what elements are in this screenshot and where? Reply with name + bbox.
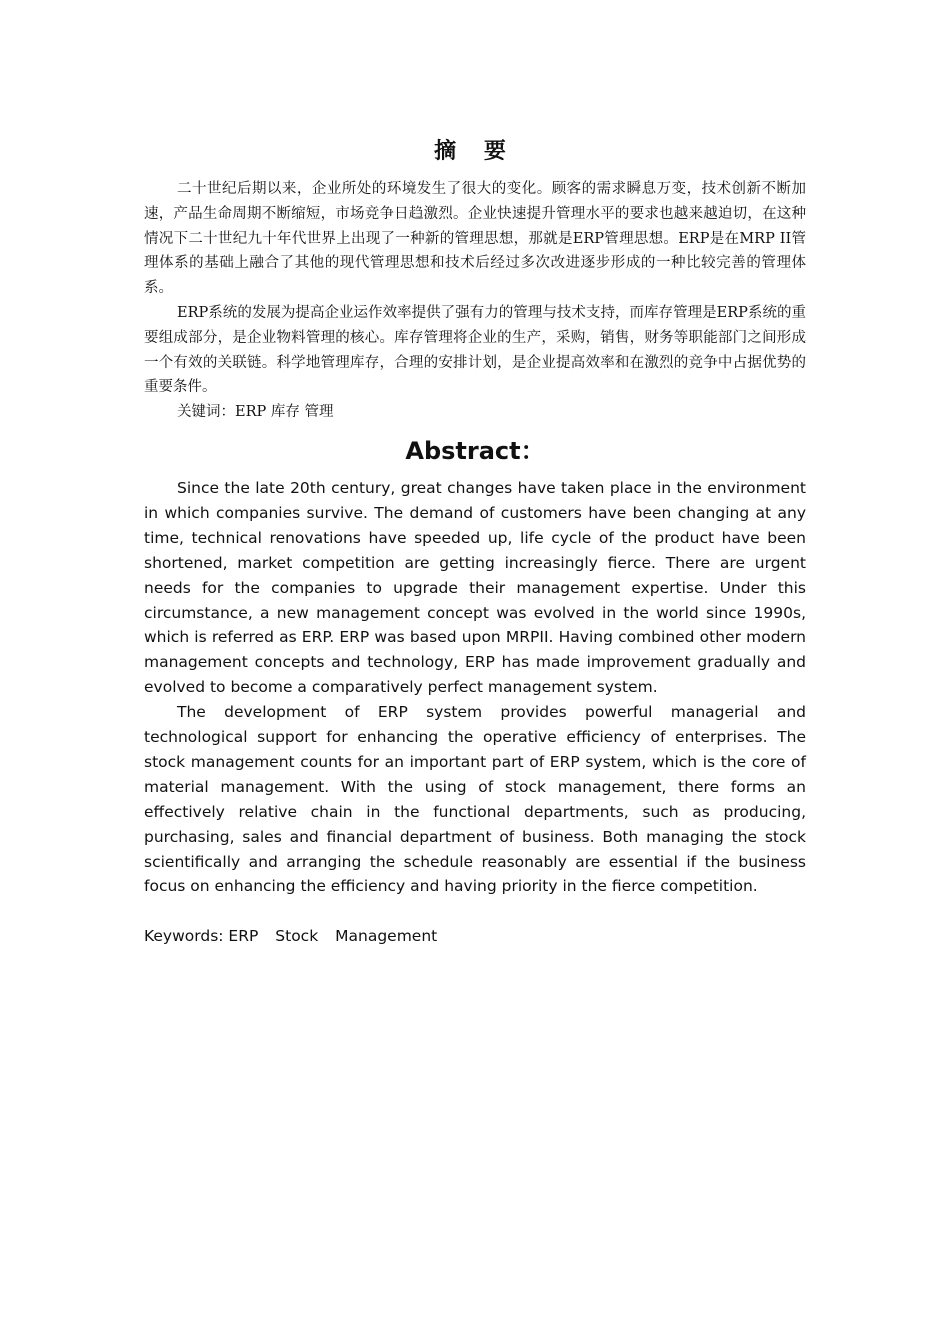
english-abstract-title: Abstract： [405, 436, 545, 465]
english-keyword-stock: Stock [275, 927, 319, 946]
document-page [144, 130, 806, 949]
chinese-abstract-title: 摘 要 [434, 139, 516, 164]
chinese-keywords: 关键词：ERP 库存 管理 [177, 404, 334, 421]
chinese-abstract-paragraph-2: ERP系统的发展为提高企业运作效率提供了强有力的管理与技术支持，而库存管理是ERP系统的重要组成部分，是企业物料管理的核心。库存管理将企业的生产，采购，销售，财务等职能部门之间形成一个有效的关联链。科学地管理库存，合理的安排计划，是企业提高效率和在激烈的竞争中占据优势的重要条件。 [144, 304, 806, 396]
english-abstract-paragraph-2: The development of ERP system provides powerful managerial and technological support for enhancing the operative efficiency of enterprises. The stock management counts for an important part of ERP system, which is the core of material management. With the using of stock management, there forms an effectively relative chain in the functional departments, such as producing, purchasing, sales and financial department of business. Both managing the stock scientifically and arranging the schedule reasonably are essential if the business focus on enhancing the efficiency and having priority in the fierce competition. [144, 703, 806, 896]
english-keyword-management: Management [335, 927, 438, 946]
english-abstract-paragraph-1: Since the late 20th century, great changes have taken place in the environment in which companies survive. The demand of customers have been changing at any time, technical renovations have speeded up, life cycle of the product have been shortened, market competition are getting increasingly fierce. There are urgent needs for the companies to upgrade their management expertise. Under this circumstance, a new management concept was evolved in the world since 1990s, which is referred as ERP. ERP was based upon MRPII. Having combined other modern management concepts and technology, ERP has made improvement gradually and evolved to become a comparatively perfect management system. [144, 478, 806, 697]
chinese-abstract-paragraph-1: 二十世纪后期以来，企业所处的环境发生了很大的变化。顾客的需求瞬息万变，技术创新不断加速，产品生命周期不断缩短，市场竞争日趋激烈。企业快速提升管理水平的要求也越来越迫切，在这种情况下二十世纪九十年代世界上出现了一种新的管理思想，那就是ERP管理思想。ERP是在MRP II管理体系的基础上融合了其他的现代管理思想和技术后经过多次改进逐步形成的一种比较完善的管理体系。 [144, 181, 806, 297]
english-keywords [144, 924, 806, 949]
english-keywords-label: Keywords: ERP [144, 927, 259, 946]
